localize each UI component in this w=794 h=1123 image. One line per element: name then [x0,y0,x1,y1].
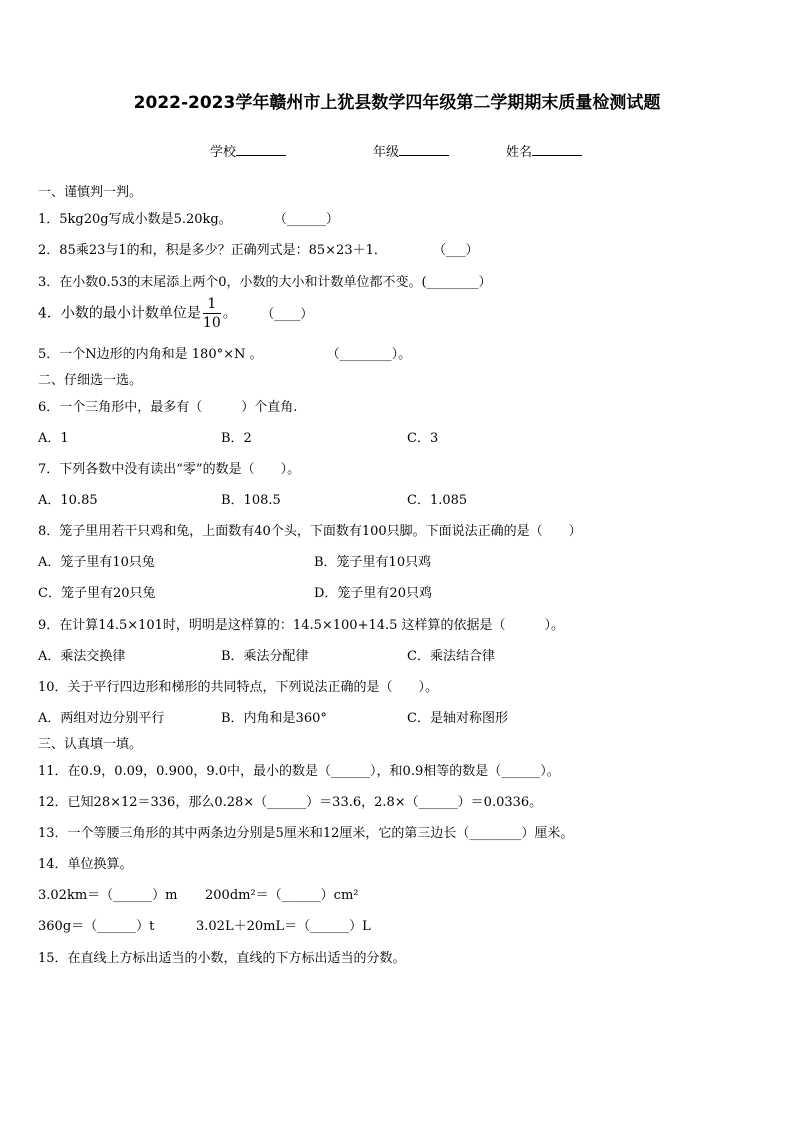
question-9: 9．在计算14.5×101时，明明是这样算的：14.5×100+14.5 这样算的依据是（ ）。 [38,618,565,633]
question-1-text: 1．5kg20g写成小数是5.20kg。 [38,212,232,227]
question-14: 14．单位换算。 [38,857,133,872]
question-10-option-c[interactable]: C．是轴对称图形 [407,711,508,726]
question-9-option-c[interactable]: C．乘法结合律 [407,649,495,664]
question-8-option-a[interactable]: A．笼子里有10只兔 [38,555,155,570]
question-10-option-b[interactable]: B．内角和是360° [221,711,327,726]
question-15: 15．在直线上方标出适当的小数，直线的下方标出适当的分数。 [38,951,406,966]
question-2 [38,239,479,258]
section-3-heading: 三、认真填一填。 [38,737,143,752]
question-2-answer-blank[interactable]: （___） [433,243,479,258]
question-3: 3．在小数0.53的末尾添上两个0，小数的大小和计数单位都不变。(________） [38,275,492,290]
question-4-answer-blank[interactable]: （____） [261,306,314,322]
question-9-option-b[interactable]: B．乘法分配律 [221,649,309,664]
section-2-heading: 二、仔细选一选。 [38,373,143,388]
fraction-one-tenth [203,297,221,330]
question-8: 8．笼子里用若干只鸡和兔，上面数有40个头，下面数有100只脚。下面说法正确的是（ ） [38,524,582,539]
question-11: 11．在0.9，0.09，0.900，9.0中，最小的数是（______），和0.9相等的数是（______）。 [38,764,560,779]
question-5-text: 5．一个N边形的内角和是 180°×N 。 [38,347,263,362]
conversion-dm2-to-cm2[interactable]: 200dm²＝（______）cm² [205,888,359,903]
conversion-km-to-m[interactable]: 3.02km＝（______）m [38,888,178,903]
school-field[interactable] [210,141,286,160]
question-10-option-a[interactable]: A．两组对边分别平行 [38,711,165,726]
question-12: 12．已知28×12＝336，那么0.28×（______）＝33.6，2.8×（______）＝0.0336。 [38,795,543,810]
name-label: 姓名 [506,145,533,160]
question-8-option-d[interactable]: D．笼子里有20只鸡 [314,586,432,601]
question-8-option-b[interactable]: B．笼子里有10只鸡 [314,555,432,570]
question-6-option-c[interactable]: C．3 [407,431,439,446]
page-title: 2022-2023学年赣州市上犹县数学四年级第二学期期末质量检测试题 [133,93,661,113]
question-7-option-a[interactable]: A．10.85 [38,493,98,508]
question-5 [38,343,411,362]
grade-label: 年级 [373,145,400,160]
question-4 [38,297,313,330]
question-1-answer-blank[interactable]: （______） [273,212,339,227]
question-13: 13．一个等腰三角形的其中两条边分别是5厘米和12厘米，它的第三边长（________）厘米。 [38,826,574,841]
question-9-option-a[interactable]: A．乘法交换律 [38,649,126,664]
fraction-denominator: 10 [202,315,221,331]
conversion-l-plus-ml[interactable]: 3.02L＋20mL＝（______）L [196,919,371,934]
school-label: 学校 [210,145,237,160]
question-7-option-c[interactable]: C．1.085 [407,493,468,508]
question-6: 6．一个三角形中，最多有（ ）个直角. [38,400,298,415]
question-6-option-a[interactable]: A．1 [38,431,69,446]
question-10: 10．关于平行四边形和梯形的共同特点，下列说法正确的是（ ）。 [38,680,439,695]
question-5-answer-blank[interactable]: （________）。 [326,347,412,362]
conversion-g-to-t[interactable]: 360g＝（______）t [38,919,155,934]
question-7: 7．下列各数中没有读出“零”的数是（ ）。 [38,462,301,477]
question-4-suffix: 。 [222,305,237,322]
question-6-option-b[interactable]: B．2 [221,431,252,446]
name-field[interactable] [506,141,582,160]
question-7-option-b[interactable]: B．108.5 [221,493,281,508]
question-8-option-c[interactable]: C．笼子里有20只兔 [38,586,156,601]
question-1 [38,208,339,227]
question-2-text: 2．85乘23与1的和，积是多少？正确列式是：85×23＋1． [38,243,387,258]
fraction-numerator: 1 [203,297,221,314]
section-1-heading: 一、谨慎判一判。 [38,185,143,200]
question-4-prefix: 4．小数的最小计数单位是 [38,305,201,322]
grade-field[interactable] [373,141,449,160]
